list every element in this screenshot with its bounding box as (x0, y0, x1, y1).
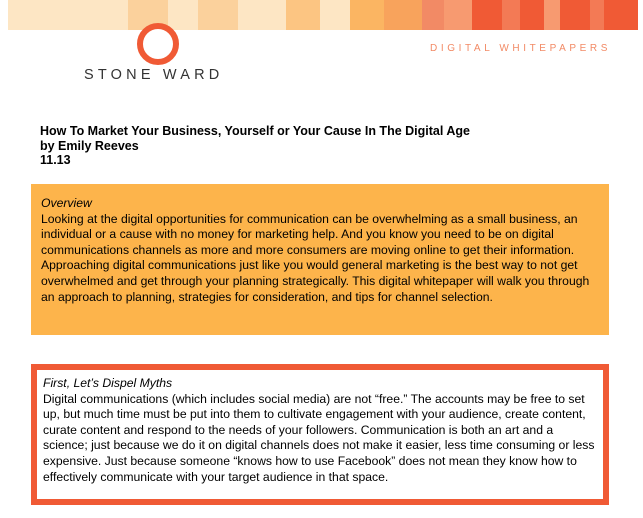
overview-box (31, 184, 609, 335)
overview-body: Looking at the digital opportunities for communication can be overwhelming as a small business, an individual or a cause with no money for marketing help. And you know you need to be on digital communications channels as more and more consumers are moving online to get their information. Approaching digital communications just like you would general marketing is the best way to not get overwhelmed and get through your planning strategically. This digital whitepaper will walk you through an approach to planning, strategies for consideration, and tips for channel selection. (41, 211, 590, 304)
brand-name: STONE WARD (84, 67, 224, 83)
article-byline: by Emily Reeves (40, 138, 139, 153)
myths-heading: First, Let’s Dispel Myths (43, 376, 173, 390)
article-date: 11.13 (40, 153, 71, 167)
stripe (520, 0, 544, 30)
stripe (472, 0, 502, 30)
overview-heading: Overview (41, 196, 92, 210)
stripe (590, 0, 604, 30)
tagline: DIGITAL WHITEPAPERS (430, 43, 612, 54)
myths-body: Digital communications (which includes social media) are not “free.” The accounts may be free to set up, but much time must be put into them to cultivate engagement with your audience, create content, curate content and respond to the needs of your followers. Communication is both an art and a science; just because we do it on digital channels does not make it easier, less time consuming or less expensive. Just because someone “knows how to use Facebook” does not mean they know how to effectively communicate with your target audience in that space. (43, 391, 595, 484)
article-header (40, 124, 470, 168)
stripe (422, 0, 444, 30)
myths-box (31, 364, 609, 505)
article-title: How To Market Your Business, Yourself or Your Cause In The Digital Age (40, 124, 470, 138)
stripe (544, 0, 560, 30)
stripe (286, 0, 320, 30)
logo-ring-icon (137, 23, 179, 65)
stripe (604, 0, 638, 30)
stripe (384, 0, 422, 30)
stripe (502, 0, 520, 30)
stripe (198, 0, 238, 30)
stripe (320, 0, 350, 30)
stripe (444, 0, 472, 30)
stripe (350, 0, 384, 30)
stripe (238, 0, 286, 30)
stripe (168, 0, 198, 30)
stripe (560, 0, 590, 30)
stripe (8, 0, 128, 30)
